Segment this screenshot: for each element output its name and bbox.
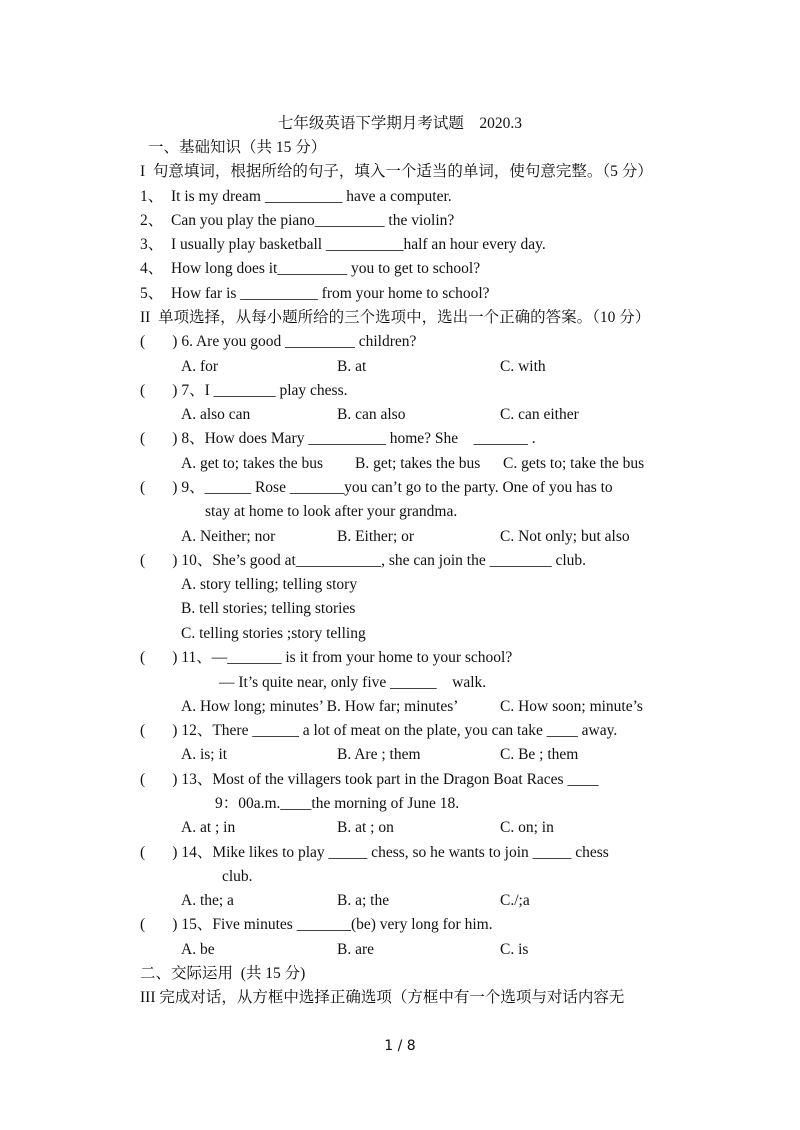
question-8-option-a: A. get to; takes the bus [181,455,324,472]
question-10-stem: ( ) 10、She’s good at___________, she can join the ________ club. [140,552,587,569]
question-10-option-b: B. tell stories; telling stories [181,600,356,617]
question-13-stem-continued: 9：00a.m.____the morning of June 18. [215,795,460,812]
question-10-option-a: A. story telling; telling story [181,576,358,593]
page-title: 七年级英语下学期月考试题 2020.3 [277,115,523,132]
question-6-option-b: B. at [337,358,367,375]
question-14-option-c: C./;a [500,892,530,909]
section-i-heading: I 句意填词，根据所给的句子，填入一个适当的单词，使句意完整。（5 分） [140,163,653,180]
question-7-option-a: A. also can [181,406,251,423]
fill-item-4: 4、 How long does it_________ you to get to school? [140,260,481,277]
question-15-stem: ( ) 15、Five minutes _______(be) very long for him. [140,916,493,933]
question-6-stem: ( ) 6. Are you good _________ children? [140,333,417,350]
question-13-option-a: A. at ; in [181,819,236,836]
question-15-option-c: C. is [500,941,529,958]
question-12-option-b: B. Are ; them [337,746,421,763]
question-7-stem: ( ) 7、I ________ play chess. [140,382,348,399]
question-9-option-c: C. Not only; but also [500,528,630,545]
question-6-option-c: C. with [500,358,546,375]
question-15-option-b: B. are [337,941,375,958]
fill-item-5: 5、 How far is __________ from your home to school? [140,285,490,302]
question-7-option-b: B. can also [337,406,406,423]
question-12-option-a: A. is; it [181,746,228,763]
question-15-option-a: A. be [181,941,215,958]
question-8-option-c: C. gets to; take the bus [503,455,645,472]
question-8-option-b: B. get; takes the bus [355,455,481,472]
question-13-stem: ( ) 13、Most of the villagers took part in the Dragon Boat Races ____ [140,771,599,788]
question-10-option-c: C. telling stories ;story telling [181,625,366,642]
question-6-option-a: A. for [181,358,219,375]
question-14-stem: ( ) 14、Mike likes to play _____ chess, so he wants to join _____ chess [140,844,609,861]
section-ii-heading: II 单项选择，从每小题所给的三个选项中，选出一个正确的答案。（10 分） [140,309,651,326]
question-9-option-a: A. Neither; nor [181,528,276,545]
fill-item-2: 2、 Can you play the piano_________ the violin? [140,212,455,229]
page-number: 1 / 8 [384,1038,416,1054]
question-9-stem-continued: stay at home to look after your grandma. [205,503,458,520]
question-11-stem: ( ) 11、—_______ is it from your home to your school? [140,649,513,666]
part1-heading: 一、基础知识（共 15 分） [148,139,327,156]
question-11-option-ab: A. How long; minutes’ B. How far; minutes’ [181,698,459,715]
question-11-stem-continued: — It’s quite near, only five ______ walk. [219,674,487,691]
question-14-option-b: B. a; the [337,892,390,909]
question-11-option-c: C. How soon; minute’s [500,698,643,715]
part2-heading: 二、交际运用 (共 15 分) [140,965,306,982]
question-13-option-b: B. at ; on [337,819,394,836]
question-9-stem: ( ) 9、______ Rose _______you can’t go to the party. One of you has to [140,479,613,496]
question-14-stem-continued: club. [222,868,253,885]
question-9-option-b: B. Either; or [337,528,415,545]
question-12-stem: ( ) 12、There ______ a lot of meat on the plate, you can take ____ away. [140,722,618,739]
question-7-option-c: C. can either [500,406,579,423]
fill-item-3: 3、 I usually play basketball __________half an hour every day. [140,236,546,253]
question-8-stem: ( ) 8、How does Mary __________ home? She _______ . [140,430,536,447]
fill-item-1: 1、 It is my dream __________ have a computer. [140,188,452,205]
question-14-option-a: A. the; a [181,892,234,909]
question-12-option-c: C. Be ; them [500,746,579,763]
section-iii-heading: III 完成对话，从方框中选择正确选项（方框中有一个选项与对话内容无 [140,989,625,1006]
question-13-option-c: C. on; in [500,819,554,836]
